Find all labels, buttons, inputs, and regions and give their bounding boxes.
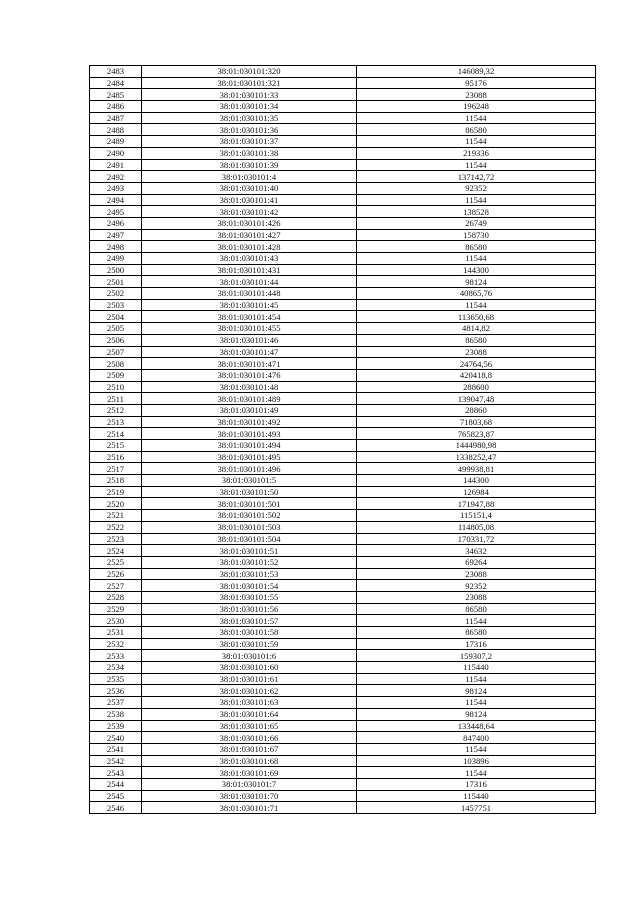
cadastral-number-cell: 38:01:030101:454 [142,311,357,323]
row-number-cell: 2533 [90,650,142,662]
cadastral-number-cell: 38:01:030101:41 [142,194,357,206]
value-cell: 115151,4 [357,510,596,522]
table-row [90,159,596,171]
value-cell: 86580 [357,124,596,136]
table-row [90,603,596,615]
table-row [90,790,596,802]
row-number-cell: 2519 [90,486,142,498]
table-row [90,77,596,89]
value-cell: 1457751 [357,802,596,814]
table-row [90,708,596,720]
value-cell: 137142,72 [357,171,596,183]
cadastral-number-cell: 38:01:030101:504 [142,533,357,545]
table-row [90,486,596,498]
table-row [90,264,596,276]
row-number-cell: 2493 [90,182,142,194]
table-row [90,147,596,159]
table-row [90,533,596,545]
table-row [90,755,596,767]
row-number-cell: 2529 [90,603,142,615]
cadastral-number-cell: 38:01:030101:56 [142,603,357,615]
value-cell: 114805,08 [357,521,596,533]
value-cell: 115440 [357,790,596,802]
cadastral-number-cell: 38:01:030101:7 [142,778,357,790]
table-row [90,521,596,533]
cadastral-number-cell: 38:01:030101:68 [142,755,357,767]
table-row [90,288,596,300]
cadastral-number-cell: 38:01:030101:496 [142,463,357,475]
value-cell: 98124 [357,708,596,720]
row-number-cell: 2484 [90,77,142,89]
table-row [90,650,596,662]
row-number-cell: 2537 [90,697,142,709]
cadastral-number-cell: 38:01:030101:501 [142,498,357,510]
table-row [90,778,596,790]
cadastral-number-cell: 38:01:030101:35 [142,112,357,124]
table-row [90,171,596,183]
row-number-cell: 2505 [90,323,142,335]
cadastral-number-cell: 38:01:030101:59 [142,638,357,650]
table-row [90,580,596,592]
value-cell: 219336 [357,147,596,159]
value-cell: 159307,2 [357,650,596,662]
table-row [90,475,596,487]
value-cell: 17316 [357,778,596,790]
row-number-cell: 2512 [90,404,142,416]
value-cell: 11544 [357,136,596,148]
table-row [90,381,596,393]
cadastral-number-cell: 38:01:030101:46 [142,334,357,346]
value-cell: 86580 [357,241,596,253]
table-row [90,638,596,650]
table-row [90,416,596,428]
value-cell: 171947,88 [357,498,596,510]
value-cell: 23088 [357,346,596,358]
table-row [90,217,596,229]
value-cell: 144300 [357,264,596,276]
row-number-cell: 2504 [90,311,142,323]
table-row [90,194,596,206]
value-cell: 28860 [357,404,596,416]
table-row [90,112,596,124]
cadastral-number-cell: 38:01:030101:48 [142,381,357,393]
value-cell: 126984 [357,486,596,498]
row-number-cell: 2496 [90,217,142,229]
cadastral-number-cell: 38:01:030101:471 [142,358,357,370]
value-cell: 420418,8 [357,369,596,381]
row-number-cell: 2506 [90,334,142,346]
value-cell: 847400 [357,732,596,744]
value-cell: 17316 [357,638,596,650]
row-number-cell: 2495 [90,206,142,218]
value-cell: 23088 [357,89,596,101]
cadastral-number-cell: 38:01:030101:66 [142,732,357,744]
cadastral-number-cell: 38:01:030101:43 [142,253,357,265]
cadastral-number-cell: 38:01:030101:489 [142,393,357,405]
table-row [90,229,596,241]
cadastral-number-cell: 38:01:030101:55 [142,591,357,603]
row-number-cell: 2526 [90,568,142,580]
row-number-cell: 2541 [90,743,142,755]
row-number-cell: 2539 [90,720,142,732]
row-number-cell: 2497 [90,229,142,241]
cadastral-number-cell: 38:01:030101:320 [142,66,357,78]
table-row [90,182,596,194]
table-row [90,510,596,522]
value-cell: 115440 [357,662,596,674]
value-cell: 86580 [357,603,596,615]
value-cell: 4814,82 [357,323,596,335]
value-cell: 11544 [357,112,596,124]
row-number-cell: 2536 [90,685,142,697]
value-cell: 92352 [357,182,596,194]
table-row [90,615,596,627]
row-number-cell: 2507 [90,346,142,358]
cadastral-number-cell: 38:01:030101:54 [142,580,357,592]
value-cell: 139047,48 [357,393,596,405]
cadastral-number-cell: 38:01:030101:69 [142,767,357,779]
table-row [90,89,596,101]
cadastral-number-cell: 38:01:030101:495 [142,451,357,463]
row-number-cell: 2542 [90,755,142,767]
table-row [90,428,596,440]
row-number-cell: 2523 [90,533,142,545]
row-number-cell: 2508 [90,358,142,370]
table-row [90,358,596,370]
row-number-cell: 2488 [90,124,142,136]
cadastral-number-cell: 38:01:030101:428 [142,241,357,253]
row-number-cell: 2513 [90,416,142,428]
value-cell: 71803,68 [357,416,596,428]
value-cell: 24764,56 [357,358,596,370]
row-number-cell: 2509 [90,369,142,381]
table-row [90,556,596,568]
value-cell: 34632 [357,545,596,557]
cadastral-number-cell: 38:01:030101:45 [142,299,357,311]
row-number-cell: 2499 [90,253,142,265]
value-cell: 11544 [357,697,596,709]
row-number-cell: 2494 [90,194,142,206]
table-row [90,206,596,218]
row-number-cell: 2500 [90,264,142,276]
cadastral-number-cell: 38:01:030101:62 [142,685,357,697]
value-cell: 765823,87 [357,428,596,440]
row-number-cell: 2491 [90,159,142,171]
row-number-cell: 2532 [90,638,142,650]
table-row [90,323,596,335]
row-number-cell: 2510 [90,381,142,393]
value-cell: 146089,32 [357,66,596,78]
cadastral-number-cell: 38:01:030101:44 [142,276,357,288]
cadastral-number-cell: 38:01:030101:53 [142,568,357,580]
row-number-cell: 2534 [90,662,142,674]
row-number-cell: 2522 [90,521,142,533]
cadastral-number-cell: 38:01:030101:67 [142,743,357,755]
cadastral-number-cell: 38:01:030101:492 [142,416,357,428]
row-number-cell: 2545 [90,790,142,802]
cadastral-number-cell: 38:01:030101:476 [142,369,357,381]
value-cell: 11544 [357,615,596,627]
cadastral-number-cell: 38:01:030101:503 [142,521,357,533]
value-cell: 86580 [357,334,596,346]
cadastral-number-cell: 38:01:030101:64 [142,708,357,720]
cadastral-number-cell: 38:01:030101:34 [142,101,357,113]
cadastral-number-cell: 38:01:030101:51 [142,545,357,557]
value-cell: 1444980,98 [357,440,596,452]
cadastral-number-cell: 38:01:030101:57 [142,615,357,627]
row-number-cell: 2515 [90,440,142,452]
value-cell: 11544 [357,159,596,171]
cadastral-number-cell: 38:01:030101:63 [142,697,357,709]
table-row [90,732,596,744]
cadastral-number-cell: 38:01:030101:448 [142,288,357,300]
cadastral-number-cell: 38:01:030101:50 [142,486,357,498]
table-row [90,685,596,697]
table-row [90,369,596,381]
cadastral-number-cell: 38:01:030101:321 [142,77,357,89]
row-number-cell: 2527 [90,580,142,592]
table-row [90,591,596,603]
row-number-cell: 2487 [90,112,142,124]
table-row [90,393,596,405]
row-number-cell: 2546 [90,802,142,814]
row-number-cell: 2516 [90,451,142,463]
value-cell: 11544 [357,299,596,311]
cadastral-number-cell: 38:01:030101:40 [142,182,357,194]
value-cell: 288600 [357,381,596,393]
value-cell: 499938,81 [357,463,596,475]
row-number-cell: 2521 [90,510,142,522]
row-number-cell: 2485 [90,89,142,101]
value-cell: 103896 [357,755,596,767]
cadastral-number-cell: 38:01:030101:58 [142,627,357,639]
cadastral-number-cell: 38:01:030101:47 [142,346,357,358]
table-body [90,66,596,814]
cadastral-number-cell: 38:01:030101:4 [142,171,357,183]
value-cell: 138528 [357,206,596,218]
cadastral-number-cell: 38:01:030101:493 [142,428,357,440]
cadastral-number-cell: 38:01:030101:455 [142,323,357,335]
table-row [90,451,596,463]
value-cell: 1338252,47 [357,451,596,463]
row-number-cell: 2524 [90,545,142,557]
cadastral-number-cell: 38:01:030101:431 [142,264,357,276]
row-number-cell: 2498 [90,241,142,253]
value-cell: 23088 [357,591,596,603]
table-row [90,334,596,346]
value-cell: 170331,72 [357,533,596,545]
row-number-cell: 2517 [90,463,142,475]
row-number-cell: 2544 [90,778,142,790]
table-row [90,404,596,416]
value-cell: 40865,76 [357,288,596,300]
value-cell: 144300 [357,475,596,487]
row-number-cell: 2518 [90,475,142,487]
table-row [90,463,596,475]
table-row [90,743,596,755]
value-cell: 196248 [357,101,596,113]
row-number-cell: 2540 [90,732,142,744]
cadastral-number-cell: 38:01:030101:60 [142,662,357,674]
cadastral-number-cell: 38:01:030101:52 [142,556,357,568]
table-row [90,545,596,557]
table-row [90,276,596,288]
table-row [90,311,596,323]
cadastral-number-cell: 38:01:030101:71 [142,802,357,814]
data-table [89,65,596,814]
table-row [90,346,596,358]
cadastral-number-cell: 38:01:030101:502 [142,510,357,522]
table-row [90,662,596,674]
value-cell: 11544 [357,194,596,206]
value-cell: 92352 [357,580,596,592]
cadastral-number-cell: 38:01:030101:426 [142,217,357,229]
cadastral-number-cell: 38:01:030101:5 [142,475,357,487]
row-number-cell: 2535 [90,673,142,685]
value-cell: 11544 [357,743,596,755]
cadastral-number-cell: 38:01:030101:38 [142,147,357,159]
row-number-cell: 2492 [90,171,142,183]
table-row [90,101,596,113]
row-number-cell: 2483 [90,66,142,78]
row-number-cell: 2503 [90,299,142,311]
value-cell: 133448,64 [357,720,596,732]
cadastral-number-cell: 38:01:030101:36 [142,124,357,136]
table-row [90,241,596,253]
row-number-cell: 2543 [90,767,142,779]
row-number-cell: 2528 [90,591,142,603]
value-cell: 26749 [357,217,596,229]
table-row [90,673,596,685]
row-number-cell: 2501 [90,276,142,288]
value-cell: 113650,68 [357,311,596,323]
row-number-cell: 2530 [90,615,142,627]
table-row [90,440,596,452]
value-cell: 11544 [357,767,596,779]
value-cell: 69264 [357,556,596,568]
table-row [90,627,596,639]
table-row [90,767,596,779]
value-cell: 95176 [357,77,596,89]
cadastral-number-cell: 38:01:030101:33 [142,89,357,101]
table-row [90,253,596,265]
row-number-cell: 2502 [90,288,142,300]
value-cell: 11544 [357,673,596,685]
cadastral-number-cell: 38:01:030101:427 [142,229,357,241]
value-cell: 11544 [357,253,596,265]
row-number-cell: 2489 [90,136,142,148]
table-row [90,299,596,311]
row-number-cell: 2486 [90,101,142,113]
cadastral-number-cell: 38:01:030101:61 [142,673,357,685]
table-row [90,124,596,136]
table-row [90,697,596,709]
value-cell: 86580 [357,627,596,639]
table-row [90,498,596,510]
cadastral-number-cell: 38:01:030101:42 [142,206,357,218]
table-row [90,802,596,814]
value-cell: 98124 [357,276,596,288]
table-row [90,720,596,732]
cadastral-number-cell: 38:01:030101:6 [142,650,357,662]
cadastral-number-cell: 38:01:030101:37 [142,136,357,148]
table-row [90,66,596,78]
value-cell: 158730 [357,229,596,241]
row-number-cell: 2490 [90,147,142,159]
cadastral-number-cell: 38:01:030101:494 [142,440,357,452]
value-cell: 23088 [357,568,596,580]
cadastral-number-cell: 38:01:030101:49 [142,404,357,416]
table-row [90,568,596,580]
row-number-cell: 2525 [90,556,142,568]
table-row [90,136,596,148]
row-number-cell: 2538 [90,708,142,720]
row-number-cell: 2514 [90,428,142,440]
cadastral-number-cell: 38:01:030101:65 [142,720,357,732]
value-cell: 98124 [357,685,596,697]
row-number-cell: 2531 [90,627,142,639]
cadastral-number-cell: 38:01:030101:39 [142,159,357,171]
cadastral-number-cell: 38:01:030101:70 [142,790,357,802]
row-number-cell: 2511 [90,393,142,405]
row-number-cell: 2520 [90,498,142,510]
